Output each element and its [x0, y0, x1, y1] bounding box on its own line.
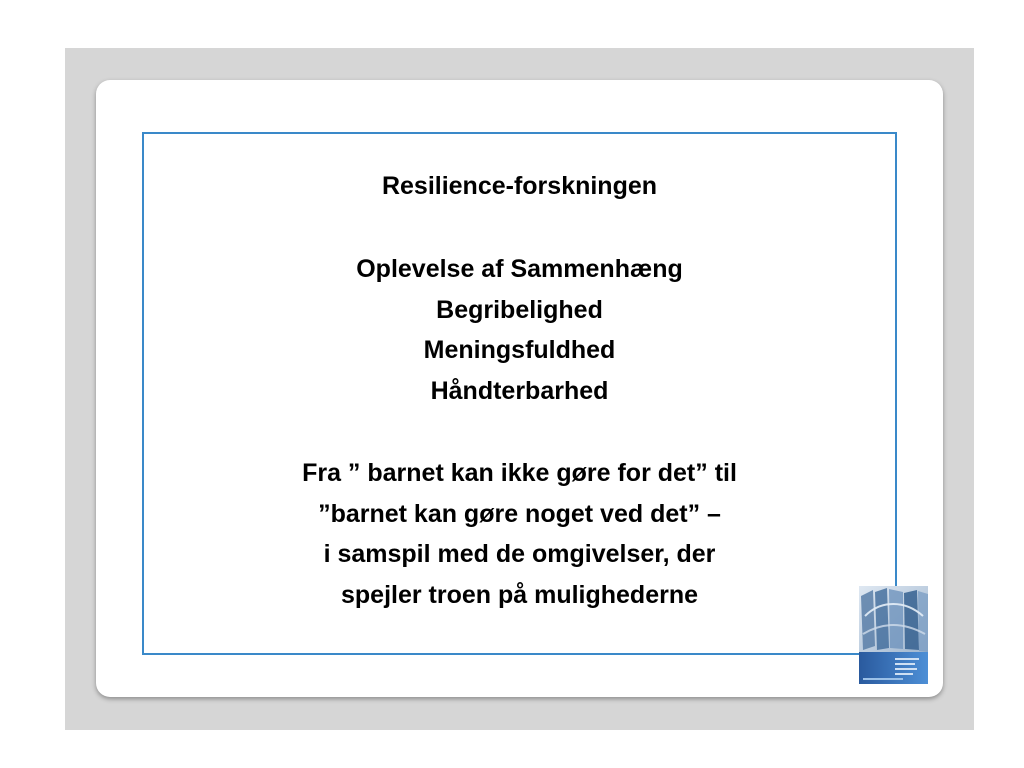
coherence-item: Meningsfuldhed: [423, 336, 616, 364]
coherence-item: Håndterbarhed: [430, 376, 609, 405]
quote-line: Fra ” barnet kan ikke gøre for det” til: [302, 459, 737, 487]
slide-content: [142, 132, 897, 655]
quote-block: [142, 453, 897, 615]
sense-of-coherence-block: [142, 249, 897, 411]
coherence-item: Begribelighed: [436, 295, 603, 324]
slide-title: Resilience-forskningen: [381, 172, 658, 200]
coherence-heading: Oplevelse af Sammenhæng: [356, 255, 683, 283]
book-cover-image: [859, 586, 928, 684]
quote-line: spejler troen på mulighederne: [340, 580, 699, 609]
quote-line: ”barnet kan gøre noget ved det” –: [318, 499, 721, 528]
quote-line: i samspil med de omgivelser, der: [323, 540, 716, 568]
